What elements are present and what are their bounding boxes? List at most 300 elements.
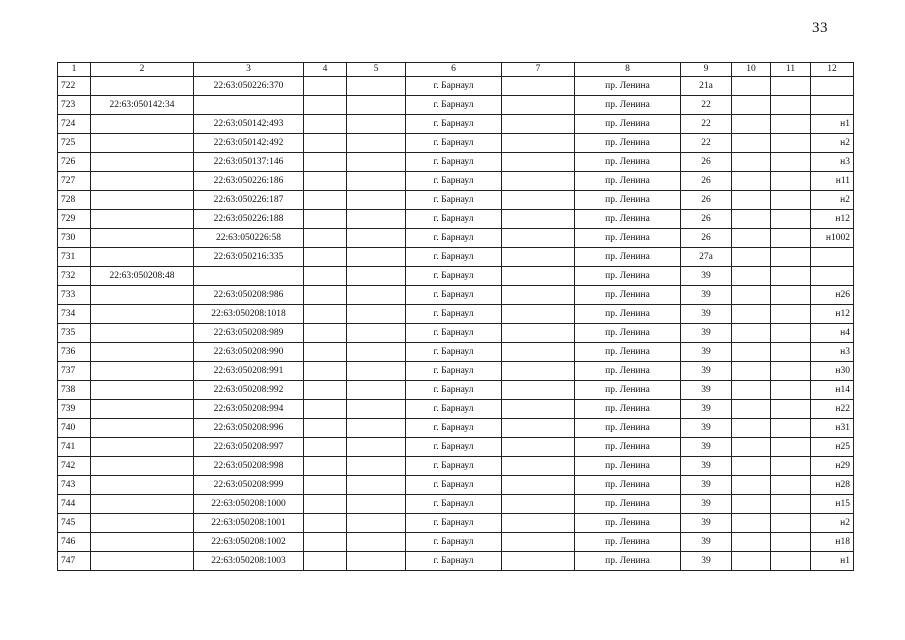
column-7-cell bbox=[502, 400, 575, 419]
column-10-cell bbox=[732, 419, 771, 438]
row-number-cell: 724 bbox=[58, 115, 91, 134]
city-cell: г. Барнаул bbox=[406, 324, 502, 343]
column-4-cell bbox=[304, 324, 347, 343]
column-header: 7 bbox=[502, 63, 575, 77]
column-11-cell bbox=[771, 476, 811, 495]
land-cadastral-number-cell bbox=[91, 305, 194, 324]
row-number-cell: 743 bbox=[58, 476, 91, 495]
column-4-cell bbox=[304, 476, 347, 495]
column-10-cell bbox=[732, 381, 771, 400]
column-11-cell bbox=[771, 77, 811, 96]
column-4-cell bbox=[304, 343, 347, 362]
table-row bbox=[58, 362, 854, 381]
house-number-cell: 39 bbox=[681, 324, 732, 343]
city-cell: г. Барнаул bbox=[406, 115, 502, 134]
column-11-cell bbox=[771, 552, 811, 571]
house-number-cell: 39 bbox=[681, 267, 732, 286]
row-number-cell: 736 bbox=[58, 343, 91, 362]
column-4-cell bbox=[304, 286, 347, 305]
street-cell: пр. Ленина bbox=[575, 248, 681, 267]
column-header: 8 bbox=[575, 63, 681, 77]
column-header: 1 bbox=[58, 63, 91, 77]
house-number-cell: 39 bbox=[681, 362, 732, 381]
column-7-cell bbox=[502, 476, 575, 495]
column-5-cell bbox=[347, 419, 406, 438]
house-number-cell: 39 bbox=[681, 514, 732, 533]
street-cell: пр. Ленина bbox=[575, 77, 681, 96]
land-cadastral-number-cell bbox=[91, 381, 194, 400]
object-cadastral-number-cell: 22:63:050208:986 bbox=[194, 286, 304, 305]
premises-cell: н29 bbox=[811, 457, 854, 476]
table-row bbox=[58, 229, 854, 248]
street-cell: пр. Ленина bbox=[575, 96, 681, 115]
premises-cell: н12 bbox=[811, 305, 854, 324]
row-number-cell: 725 bbox=[58, 134, 91, 153]
premises-cell: н3 bbox=[811, 153, 854, 172]
object-cadastral-number-cell: 22:63:050208:991 bbox=[194, 362, 304, 381]
house-number-cell: 39 bbox=[681, 457, 732, 476]
land-cadastral-number-cell bbox=[91, 362, 194, 381]
column-4-cell bbox=[304, 191, 347, 210]
column-4-cell bbox=[304, 419, 347, 438]
column-10-cell bbox=[732, 77, 771, 96]
city-cell: г. Барнаул bbox=[406, 457, 502, 476]
premises-cell: н12 bbox=[811, 210, 854, 229]
column-4-cell bbox=[304, 552, 347, 571]
column-4-cell bbox=[304, 172, 347, 191]
table-header bbox=[58, 63, 854, 77]
column-7-cell bbox=[502, 134, 575, 153]
street-cell: пр. Ленина bbox=[575, 476, 681, 495]
column-7-cell bbox=[502, 514, 575, 533]
column-11-cell bbox=[771, 381, 811, 400]
row-number-cell: 747 bbox=[58, 552, 91, 571]
table-row bbox=[58, 305, 854, 324]
column-header: 12 bbox=[811, 63, 854, 77]
city-cell: г. Барнаул bbox=[406, 172, 502, 191]
table-row bbox=[58, 96, 854, 115]
street-cell: пр. Ленина bbox=[575, 324, 681, 343]
column-10-cell bbox=[732, 400, 771, 419]
page-number: 33 bbox=[812, 20, 828, 36]
column-5-cell bbox=[347, 134, 406, 153]
column-11-cell bbox=[771, 400, 811, 419]
table-row bbox=[58, 115, 854, 134]
premises-cell: н4 bbox=[811, 324, 854, 343]
column-11-cell bbox=[771, 248, 811, 267]
column-11-cell bbox=[771, 514, 811, 533]
object-cadastral-number-cell: 22:63:050208:994 bbox=[194, 400, 304, 419]
premises-cell: н2 bbox=[811, 134, 854, 153]
house-number-cell: 39 bbox=[681, 343, 732, 362]
column-5-cell bbox=[347, 286, 406, 305]
city-cell: г. Барнаул bbox=[406, 343, 502, 362]
column-5-cell bbox=[347, 248, 406, 267]
row-number-cell: 738 bbox=[58, 381, 91, 400]
house-number-cell: 39 bbox=[681, 381, 732, 400]
land-cadastral-number-cell bbox=[91, 495, 194, 514]
column-7-cell bbox=[502, 362, 575, 381]
land-cadastral-number-cell bbox=[91, 343, 194, 362]
column-4-cell bbox=[304, 153, 347, 172]
house-number-cell: 39 bbox=[681, 552, 732, 571]
table-row bbox=[58, 400, 854, 419]
house-number-cell: 22 bbox=[681, 134, 732, 153]
column-5-cell bbox=[347, 400, 406, 419]
column-5-cell bbox=[347, 210, 406, 229]
row-number-cell: 728 bbox=[58, 191, 91, 210]
table-row bbox=[58, 248, 854, 267]
column-10-cell bbox=[732, 210, 771, 229]
object-cadastral-number-cell: 22:63:050226:186 bbox=[194, 172, 304, 191]
column-4-cell bbox=[304, 305, 347, 324]
column-10-cell bbox=[732, 343, 771, 362]
column-10-cell bbox=[732, 172, 771, 191]
city-cell: г. Барнаул bbox=[406, 77, 502, 96]
column-5-cell bbox=[347, 362, 406, 381]
column-4-cell bbox=[304, 533, 347, 552]
street-cell: пр. Ленина bbox=[575, 438, 681, 457]
table-row bbox=[58, 514, 854, 533]
column-4-cell bbox=[304, 134, 347, 153]
column-5-cell bbox=[347, 305, 406, 324]
street-cell: пр. Ленина bbox=[575, 381, 681, 400]
city-cell: г. Барнаул bbox=[406, 153, 502, 172]
column-10-cell bbox=[732, 362, 771, 381]
row-number-cell: 733 bbox=[58, 286, 91, 305]
street-cell: пр. Ленина bbox=[575, 552, 681, 571]
column-7-cell bbox=[502, 77, 575, 96]
column-11-cell bbox=[771, 305, 811, 324]
column-4-cell bbox=[304, 495, 347, 514]
row-number-cell: 734 bbox=[58, 305, 91, 324]
row-number-cell: 745 bbox=[58, 514, 91, 533]
column-10-cell bbox=[732, 514, 771, 533]
premises-cell: н14 bbox=[811, 381, 854, 400]
row-number-cell: 730 bbox=[58, 229, 91, 248]
row-number-cell: 737 bbox=[58, 362, 91, 381]
column-4-cell bbox=[304, 400, 347, 419]
house-number-cell: 22 bbox=[681, 115, 732, 134]
land-cadastral-number-cell bbox=[91, 153, 194, 172]
column-11-cell bbox=[771, 286, 811, 305]
land-cadastral-number-cell bbox=[91, 172, 194, 191]
column-7-cell bbox=[502, 96, 575, 115]
column-11-cell bbox=[771, 134, 811, 153]
object-cadastral-number-cell: 22:63:050208:998 bbox=[194, 457, 304, 476]
city-cell: г. Барнаул bbox=[406, 134, 502, 153]
object-cadastral-number-cell: 22:63:050208:992 bbox=[194, 381, 304, 400]
object-cadastral-number-cell: 22:63:050216:335 bbox=[194, 248, 304, 267]
column-4-cell bbox=[304, 77, 347, 96]
table-row bbox=[58, 77, 854, 96]
column-11-cell bbox=[771, 419, 811, 438]
object-cadastral-number-cell: 22:63:050208:1002 bbox=[194, 533, 304, 552]
column-7-cell bbox=[502, 533, 575, 552]
column-10-cell bbox=[732, 286, 771, 305]
column-7-cell bbox=[502, 552, 575, 571]
land-cadastral-number-cell bbox=[91, 77, 194, 96]
column-7-cell bbox=[502, 115, 575, 134]
land-cadastral-number-cell bbox=[91, 400, 194, 419]
column-4-cell bbox=[304, 381, 347, 400]
table-row bbox=[58, 172, 854, 191]
column-5-cell bbox=[347, 229, 406, 248]
column-10-cell bbox=[732, 115, 771, 134]
street-cell: пр. Ленина bbox=[575, 362, 681, 381]
table-row bbox=[58, 134, 854, 153]
column-7-cell bbox=[502, 419, 575, 438]
table-row bbox=[58, 457, 854, 476]
city-cell: г. Барнаул bbox=[406, 438, 502, 457]
column-11-cell bbox=[771, 438, 811, 457]
city-cell: г. Барнаул bbox=[406, 305, 502, 324]
column-5-cell bbox=[347, 153, 406, 172]
column-10-cell bbox=[732, 457, 771, 476]
land-cadastral-number-cell: 22:63:050208:48 bbox=[91, 267, 194, 286]
column-5-cell bbox=[347, 191, 406, 210]
column-11-cell bbox=[771, 172, 811, 191]
object-cadastral-number-cell: 22:63:050226:188 bbox=[194, 210, 304, 229]
table-row bbox=[58, 286, 854, 305]
house-number-cell: 39 bbox=[681, 476, 732, 495]
street-cell: пр. Ленина bbox=[575, 153, 681, 172]
column-5-cell bbox=[347, 96, 406, 115]
column-5-cell bbox=[347, 438, 406, 457]
column-10-cell bbox=[732, 248, 771, 267]
column-10-cell bbox=[732, 267, 771, 286]
object-cadastral-number-cell: 22:63:050208:1000 bbox=[194, 495, 304, 514]
house-number-cell: 26 bbox=[681, 172, 732, 191]
house-number-cell: 39 bbox=[681, 438, 732, 457]
row-number-cell: 746 bbox=[58, 533, 91, 552]
row-number-cell: 722 bbox=[58, 77, 91, 96]
premises-cell: н15 bbox=[811, 495, 854, 514]
column-5-cell bbox=[347, 552, 406, 571]
object-cadastral-number-cell: 22:63:050226:370 bbox=[194, 77, 304, 96]
column-7-cell bbox=[502, 172, 575, 191]
column-10-cell bbox=[732, 229, 771, 248]
column-7-cell bbox=[502, 267, 575, 286]
column-11-cell bbox=[771, 267, 811, 286]
street-cell: пр. Ленина bbox=[575, 210, 681, 229]
column-11-cell bbox=[771, 362, 811, 381]
column-header: 10 bbox=[732, 63, 771, 77]
column-7-cell bbox=[502, 381, 575, 400]
column-header: 2 bbox=[91, 63, 194, 77]
column-11-cell bbox=[771, 533, 811, 552]
street-cell: пр. Ленина bbox=[575, 343, 681, 362]
premises-cell: н18 bbox=[811, 533, 854, 552]
object-cadastral-number-cell: 22:63:050226:187 bbox=[194, 191, 304, 210]
land-cadastral-number-cell bbox=[91, 134, 194, 153]
column-10-cell bbox=[732, 96, 771, 115]
city-cell: г. Барнаул bbox=[406, 419, 502, 438]
house-number-cell: 26 bbox=[681, 210, 732, 229]
object-cadastral-number-cell: 22:63:050208:989 bbox=[194, 324, 304, 343]
land-cadastral-number-cell bbox=[91, 438, 194, 457]
column-5-cell bbox=[347, 495, 406, 514]
column-4-cell bbox=[304, 96, 347, 115]
column-4-cell bbox=[304, 229, 347, 248]
column-7-cell bbox=[502, 210, 575, 229]
object-cadastral-number-cell: 22:63:050208:999 bbox=[194, 476, 304, 495]
street-cell: пр. Ленина bbox=[575, 229, 681, 248]
city-cell: г. Барнаул bbox=[406, 96, 502, 115]
column-10-cell bbox=[732, 552, 771, 571]
street-cell: пр. Ленина bbox=[575, 134, 681, 153]
house-number-cell: 39 bbox=[681, 305, 732, 324]
column-5-cell bbox=[347, 324, 406, 343]
premises-cell: н11 bbox=[811, 172, 854, 191]
column-10-cell bbox=[732, 495, 771, 514]
street-cell: пр. Ленина bbox=[575, 286, 681, 305]
house-number-cell: 39 bbox=[681, 495, 732, 514]
column-5-cell bbox=[347, 267, 406, 286]
city-cell: г. Барнаул bbox=[406, 267, 502, 286]
column-10-cell bbox=[732, 533, 771, 552]
land-cadastral-number-cell bbox=[91, 229, 194, 248]
street-cell: пр. Ленина bbox=[575, 457, 681, 476]
street-cell: пр. Ленина bbox=[575, 495, 681, 514]
column-7-cell bbox=[502, 248, 575, 267]
city-cell: г. Барнаул bbox=[406, 495, 502, 514]
street-cell: пр. Ленина bbox=[575, 419, 681, 438]
column-10-cell bbox=[732, 153, 771, 172]
city-cell: г. Барнаул bbox=[406, 400, 502, 419]
premises-cell bbox=[811, 248, 854, 267]
premises-cell: н30 bbox=[811, 362, 854, 381]
column-7-cell bbox=[502, 457, 575, 476]
column-7-cell bbox=[502, 229, 575, 248]
column-7-cell bbox=[502, 286, 575, 305]
table-row bbox=[58, 495, 854, 514]
house-number-cell: 39 bbox=[681, 419, 732, 438]
column-11-cell bbox=[771, 495, 811, 514]
city-cell: г. Барнаул bbox=[406, 362, 502, 381]
city-cell: г. Барнаул bbox=[406, 476, 502, 495]
premises-cell: н3 bbox=[811, 343, 854, 362]
house-number-cell: 26 bbox=[681, 191, 732, 210]
table-row bbox=[58, 210, 854, 229]
table-row bbox=[58, 476, 854, 495]
premises-cell: н1 bbox=[811, 115, 854, 134]
street-cell: пр. Ленина bbox=[575, 172, 681, 191]
column-4-cell bbox=[304, 267, 347, 286]
table-row bbox=[58, 552, 854, 571]
table-row bbox=[58, 438, 854, 457]
column-header: 4 bbox=[304, 63, 347, 77]
street-cell: пр. Ленина bbox=[575, 305, 681, 324]
land-cadastral-number-cell bbox=[91, 419, 194, 438]
column-header: 3 bbox=[194, 63, 304, 77]
column-5-cell bbox=[347, 457, 406, 476]
object-cadastral-number-cell: 22:63:050208:1001 bbox=[194, 514, 304, 533]
column-7-cell bbox=[502, 343, 575, 362]
street-cell: пр. Ленина bbox=[575, 115, 681, 134]
premises-cell: н1 bbox=[811, 552, 854, 571]
table-row bbox=[58, 533, 854, 552]
city-cell: г. Барнаул bbox=[406, 248, 502, 267]
object-cadastral-number-cell: 22:63:050142:492 bbox=[194, 134, 304, 153]
house-number-cell: 39 bbox=[681, 400, 732, 419]
column-5-cell bbox=[347, 533, 406, 552]
table-row bbox=[58, 191, 854, 210]
row-number-cell: 739 bbox=[58, 400, 91, 419]
object-cadastral-number-cell: 22:63:050226:58 bbox=[194, 229, 304, 248]
column-header: 5 bbox=[347, 63, 406, 77]
object-cadastral-number-cell bbox=[194, 267, 304, 286]
table-row bbox=[58, 267, 854, 286]
premises-cell bbox=[811, 77, 854, 96]
object-cadastral-number-cell: 22:63:050142:493 bbox=[194, 115, 304, 134]
table-row bbox=[58, 324, 854, 343]
premises-cell bbox=[811, 96, 854, 115]
column-7-cell bbox=[502, 495, 575, 514]
land-cadastral-number-cell bbox=[91, 324, 194, 343]
column-11-cell bbox=[771, 343, 811, 362]
column-4-cell bbox=[304, 438, 347, 457]
registry-table bbox=[57, 62, 854, 571]
premises-cell: н1002 bbox=[811, 229, 854, 248]
street-cell: пр. Ленина bbox=[575, 191, 681, 210]
column-11-cell bbox=[771, 96, 811, 115]
column-5-cell bbox=[347, 172, 406, 191]
column-10-cell bbox=[732, 438, 771, 457]
street-cell: пр. Ленина bbox=[575, 267, 681, 286]
land-cadastral-number-cell bbox=[91, 514, 194, 533]
object-cadastral-number-cell: 22:63:050208:990 bbox=[194, 343, 304, 362]
premises-cell: н22 bbox=[811, 400, 854, 419]
column-4-cell bbox=[304, 248, 347, 267]
column-5-cell bbox=[347, 381, 406, 400]
premises-cell: н2 bbox=[811, 191, 854, 210]
house-number-cell: 39 bbox=[681, 533, 732, 552]
column-7-cell bbox=[502, 191, 575, 210]
city-cell: г. Барнаул bbox=[406, 552, 502, 571]
row-number-cell: 740 bbox=[58, 419, 91, 438]
row-number-cell: 732 bbox=[58, 267, 91, 286]
land-cadastral-number-cell bbox=[91, 210, 194, 229]
land-cadastral-number-cell bbox=[91, 191, 194, 210]
table-row bbox=[58, 343, 854, 362]
city-cell: г. Барнаул bbox=[406, 533, 502, 552]
land-cadastral-number-cell bbox=[91, 457, 194, 476]
house-number-cell: 26 bbox=[681, 229, 732, 248]
land-cadastral-number-cell: 22:63:050142:34 bbox=[91, 96, 194, 115]
premises-cell bbox=[811, 267, 854, 286]
column-4-cell bbox=[304, 115, 347, 134]
column-5-cell bbox=[347, 115, 406, 134]
premises-cell: н28 bbox=[811, 476, 854, 495]
city-cell: г. Барнаул bbox=[406, 229, 502, 248]
table-row bbox=[58, 419, 854, 438]
house-number-cell: 26 bbox=[681, 153, 732, 172]
city-cell: г. Барнаул bbox=[406, 514, 502, 533]
column-4-cell bbox=[304, 362, 347, 381]
column-11-cell bbox=[771, 229, 811, 248]
row-number-cell: 742 bbox=[58, 457, 91, 476]
column-10-cell bbox=[732, 476, 771, 495]
premises-cell: н2 bbox=[811, 514, 854, 533]
object-cadastral-number-cell bbox=[194, 96, 304, 115]
city-cell: г. Барнаул bbox=[406, 286, 502, 305]
city-cell: г. Барнаул bbox=[406, 381, 502, 400]
column-10-cell bbox=[732, 305, 771, 324]
land-cadastral-number-cell bbox=[91, 248, 194, 267]
table-body bbox=[58, 77, 854, 571]
row-number-cell: 744 bbox=[58, 495, 91, 514]
